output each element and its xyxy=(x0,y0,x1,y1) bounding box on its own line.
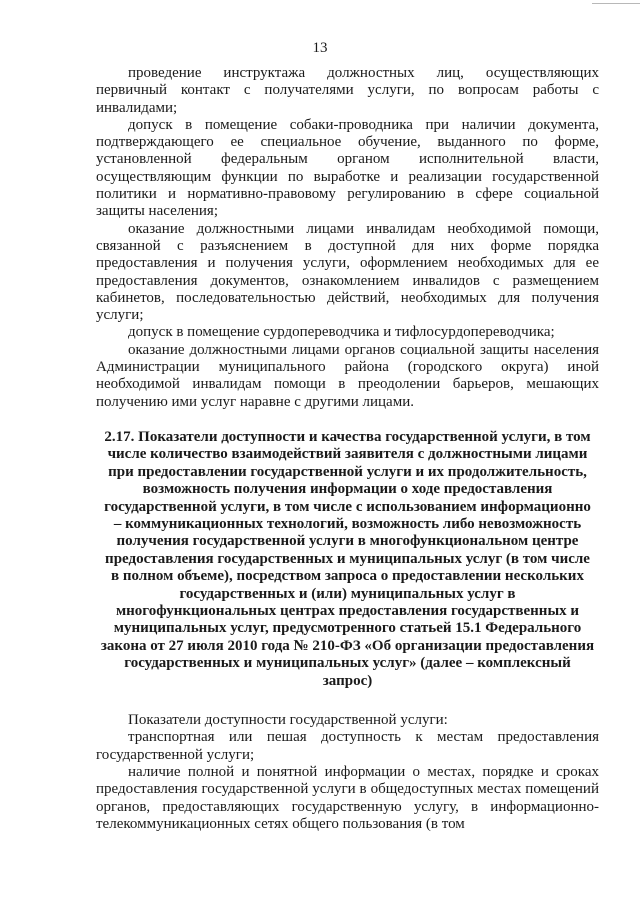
paragraph-guide-dog: допуск в помещение собаки-проводника при наличии документа, подтверждающего ее специальное обучение, выданного по форме, установленной федеральным органом исполнительной власти, осуществляющим функции по выработке и реализации государственной политики и нормативно-правовому регулированию в сфере социальной защиты населения; xyxy=(96,116,599,220)
page-number: 13 xyxy=(312,40,328,56)
paragraph-information-availability: наличие полной и понятной информации о местах, порядке и сроках предоставления государственной услуги в общедоступных местах помещений органов, предоставляющих государственную услугу, в информационно-телекоммуникационных сетях общего пользования (в том xyxy=(96,763,599,832)
spacer xyxy=(96,690,599,712)
paragraph-transport-access: транспортная или пешая доступность к местам предоставления государственной услуги; xyxy=(96,729,599,763)
section-heading: 2.17. Показатели доступности и качества государственной услуги, в том числе количество взаимодействий заявителя с должностными лицами при предоставлении государственной услуги и их продолжительность, возможность получения информации о ходе предоставления государственной услуги, в том числе с использованием информационно – коммуникационных технологий, возможность либо невозможность получения государственной услуги в многофункциональном центре предоставления государственных и муниципальных услуг (в том числе в полном объеме), посредством запроса о предоставлении нескольких государственных и (или) муниципальных услуг в многофункциональных центрах предоставления государственных и муниципальных услуг, предусмотренного статьей 15.1 Федерального закона от 27 июля 2010 года № 210-ФЗ «Об организации предоставления государственных и муниципальных услуг» (далее – комплексный запрос) xyxy=(100,428,595,689)
top-edge-rule xyxy=(592,3,640,4)
paragraph-instruction: проведение инструктажа должностных лиц, осуществляющих первичный контакт с получателями услуги, по вопросам работы с инвалидами; xyxy=(96,65,599,116)
document-body xyxy=(96,65,599,833)
paragraph-assistance: оказание должностными лицами инвалидам необходимой помощи, связанной с разъяснением в доступной для них форме порядка предоставления и получения услуги, оформлением необходимых для ее предоставления документов, ознакомлением инвалидов с размещением кабинетов, последовательностью действий, необходимых для получения услуги; xyxy=(96,220,599,324)
paragraph-sign-interpreter: допуск в помещение сурдопереводчика и тифлосурдопереводчика; xyxy=(128,324,555,341)
spacer xyxy=(96,411,599,429)
paragraph-barriers: оказание должностными лицами органов социальной защиты населения Администрации муниципального района (городского округа) иной необходимой инвалидам помощи в преодолении барьеров, мешающих получению ими услуг наравне с другими лицами. xyxy=(96,341,599,410)
paragraph-accessibility-indicators: Показатели доступности государственной услуги: xyxy=(128,712,448,729)
